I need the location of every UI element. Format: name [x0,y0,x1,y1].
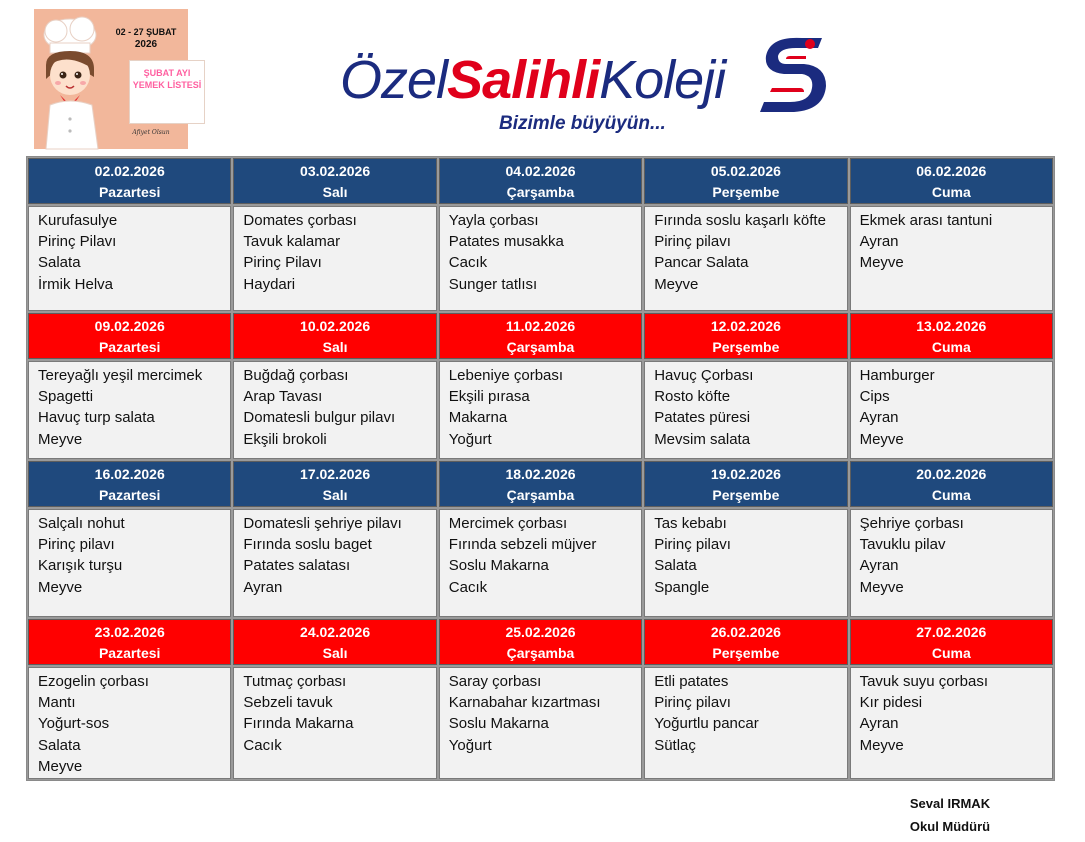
menu-item: Domatesli bulgur pilavı [243,409,396,427]
menu-item: Saray çorbası [448,673,542,690]
day-header [233,313,436,359]
logo-part-ozel: Özel [340,50,448,110]
menu-item: Pirinç pilavı [38,536,115,554]
day-header [644,619,847,665]
menu-item: Haydari [243,275,296,293]
day-date: 03.02.2026 [300,163,371,179]
day-header [850,619,1053,665]
badge-title: ŞUBAT AYI YEMEK LİSTESİ [132,68,202,90]
day-menu [439,667,642,779]
menu-item: Sebzeli tavuk [243,694,333,712]
logo-part-salihli: Salihli [447,50,600,110]
menu-item: Yoğurt [448,736,492,754]
badge-signature: Afiyet Olsun [132,129,170,136]
menu-item: Meyve [859,430,904,448]
day-name: Salı [322,645,348,661]
menu-item: Kır pidesi [859,694,923,712]
menu-item: Mantı [38,694,76,712]
day-date: 09.02.2026 [94,318,165,334]
day-date: 10.02.2026 [300,318,371,334]
menu-item: Patates püresi [654,409,751,427]
menu-item: Spangle [654,578,710,596]
menu-item: Fırında Makarna [243,715,354,733]
day-name: Perşembe [712,487,780,503]
day-date: 11.02.2026 [505,318,576,334]
menu-item: Tavuk kalamar [243,233,341,251]
menu-item: Meyve [38,578,83,596]
day-date: 27.02.2026 [916,624,987,640]
day-menu [439,206,642,311]
day-header [233,158,436,204]
day-header [28,461,231,507]
day-date: 26.02.2026 [710,624,781,640]
day-header [439,313,642,359]
day-name: Çarşamba [506,645,575,661]
menu-item: Salçalı nohut [38,515,125,532]
menu-item: Arap Tavası [243,388,323,406]
day-name: Salı [322,339,348,355]
day-name: Cuma [931,645,971,661]
day-name: Pazartesi [98,645,161,661]
day-name: Perşembe [712,339,780,355]
menu-item: Soslu Makarna [448,715,549,733]
day-header [28,619,231,665]
day-name: Cuma [931,184,971,200]
signer-role: Okul Müdürü [909,819,991,834]
day-menu [28,667,231,779]
menu-item: Hamburger [859,367,935,384]
menu-item: Patates salatası [243,557,351,575]
day-header [850,461,1053,507]
day-header [233,619,436,665]
menu-item: Domates çorbası [243,212,357,229]
menu-item: Mevsim salata [654,430,751,448]
school-logo [340,30,840,145]
day-menu [28,509,231,617]
day-menu [28,206,231,311]
menu-item: Fırında soslu kaşarlı köfte [654,212,826,229]
menu-item: Salata [38,736,81,754]
menu-item: Lebeniye çorbası [448,367,564,384]
menu-item: Ayran [859,557,899,575]
menu-item: Ayran [859,715,899,733]
logo-wordmark [340,50,725,110]
menu-item: Rosto köfte [654,388,731,406]
menu-item: Havuç Çorbası [654,367,754,384]
menu-item: Tereyağlı yeşil mercimek [38,367,203,384]
menu-item: Ekşili brokoli [243,430,327,448]
menu-item: Pirinç pilavı [654,536,731,554]
day-menu [233,667,436,779]
menu-item: Makarna [448,409,508,427]
menu-item: Buğdağ çorbası [243,367,349,384]
logo-part-koleji: Koleji [599,50,726,110]
day-header [850,313,1053,359]
day-header [439,619,642,665]
day-name: Çarşamba [506,184,575,200]
menu-item: Havuç turp salata [38,409,155,427]
day-name: Pazartesi [98,339,161,355]
day-menu [850,206,1053,311]
day-name: Pazartesi [98,487,161,503]
day-header [28,158,231,204]
day-date: 19.02.2026 [710,466,781,482]
menu-item: Meyve [859,578,904,596]
menu-item: Cacık [448,578,488,596]
day-menu [644,361,847,459]
day-name: Perşembe [712,645,780,661]
day-header [28,313,231,359]
menu-item: Salata [38,254,81,272]
menu-item: Patates musakka [448,233,564,251]
day-date: 18.02.2026 [505,466,576,482]
menu-item: Cacık [448,254,488,272]
day-header [644,461,847,507]
menu-item: Cacık [243,736,282,754]
menu-item: Tavuk suyu çorbası [859,673,988,690]
day-name: Çarşamba [506,487,575,503]
menu-item: Meyve [654,275,699,293]
badge-date-range: 02 - 27 ŞUBAT [115,27,177,37]
day-date: 17.02.2026 [300,466,371,482]
menu-badge [34,9,202,149]
badge-year: 2026 [134,39,158,50]
day-date: 16.02.2026 [94,466,165,482]
signature-block [880,792,1020,838]
menu-item: Cips [859,388,890,406]
menu-item: Ayran [243,578,283,596]
menu-item: Tutmaç çorbası [243,673,347,690]
day-date: 04.02.2026 [505,163,576,179]
day-header [233,461,436,507]
day-date: 24.02.2026 [300,624,371,640]
menu-item: Pirinç pilavı [654,694,731,712]
day-date: 12.02.2026 [710,318,781,334]
day-menu [439,361,642,459]
logo-tagline: Bizimle büyüyün... [499,113,666,134]
day-name: Çarşamba [506,339,575,355]
day-date: 13.02.2026 [916,318,987,334]
menu-item: Karnabahar kızartması [448,694,601,712]
day-header [850,158,1053,204]
menu-item: İrmik Helva [38,275,114,293]
menu-item: Kurufasulye [38,212,118,229]
menu-item: Mercimek çorbası [448,515,568,532]
day-menu [644,206,847,311]
menu-item: Soslu Makarna [448,557,549,575]
day-menu [850,361,1053,459]
menu-item: Ezogelin çorbası [38,673,149,690]
menu-item: Meyve [38,757,83,775]
day-menu [439,509,642,617]
menu-item: Domatesli şehriye pilavı [243,515,402,532]
day-header [644,158,847,204]
day-date: 25.02.2026 [505,624,576,640]
menu-item: Meyve [38,430,83,448]
day-date: 23.02.2026 [94,624,165,640]
day-header [439,461,642,507]
menu-item: Pirinç pilavı [654,233,731,251]
menu-item: Yayla çorbası [448,212,539,229]
menu-item: Salata [654,557,697,575]
menu-item: Tavuklu pilav [859,536,946,554]
day-date: 06.02.2026 [916,163,987,179]
day-date: 02.02.2026 [94,163,165,179]
menu-item: Etli patates [654,673,729,690]
menu-item: Fırında sebzeli müjver [448,536,597,554]
day-menu [850,667,1053,779]
menu-item: Ekşili pırasa [448,388,530,406]
menu-table [26,156,1055,781]
day-name: Perşembe [712,184,780,200]
menu-item: Sütlaç [654,736,696,754]
day-name: Cuma [931,487,971,503]
day-menu [233,361,436,459]
day-menu [644,509,847,617]
menu-item: Meyve [859,254,904,272]
menu-item: Pirinç Pilavı [38,233,117,251]
menu-item: Yoğurt [448,430,492,448]
day-date: 05.02.2026 [710,163,781,179]
menu-item: Ekmek arası tantuni [859,212,993,229]
day-name: Cuma [931,339,971,355]
day-header [644,313,847,359]
menu-item: Yoğurtlu pancar [654,715,759,733]
day-menu [233,509,436,617]
menu-item: Tas kebabı [654,515,727,532]
menu-item: Ayran [859,233,899,251]
menu-item: Pirinç Pilavı [243,254,322,272]
menu-item: Yoğurt-sos [38,715,110,733]
menu-item: Pancar Salata [654,254,749,272]
day-menu [644,667,847,779]
menu-item: Fırında soslu baget [243,536,372,554]
day-menu [233,206,436,311]
day-date: 20.02.2026 [916,466,987,482]
day-name: Salı [322,487,348,503]
menu-item: Sunger tatlısı [448,275,538,293]
menu-item: Karışık turşu [38,557,123,575]
day-name: Pazartesi [98,184,161,200]
menu-item: Spagetti [38,388,94,406]
menu-item: Şehriye çorbası [859,515,964,532]
day-name: Salı [322,184,348,200]
signer-name: Seval IRMAK [909,796,991,811]
menu-item: Ayran [859,409,899,427]
day-menu [850,509,1053,617]
day-menu [28,361,231,459]
logo-emblem-icon [750,32,830,116]
menu-item: Meyve [859,736,904,754]
day-header [439,158,642,204]
